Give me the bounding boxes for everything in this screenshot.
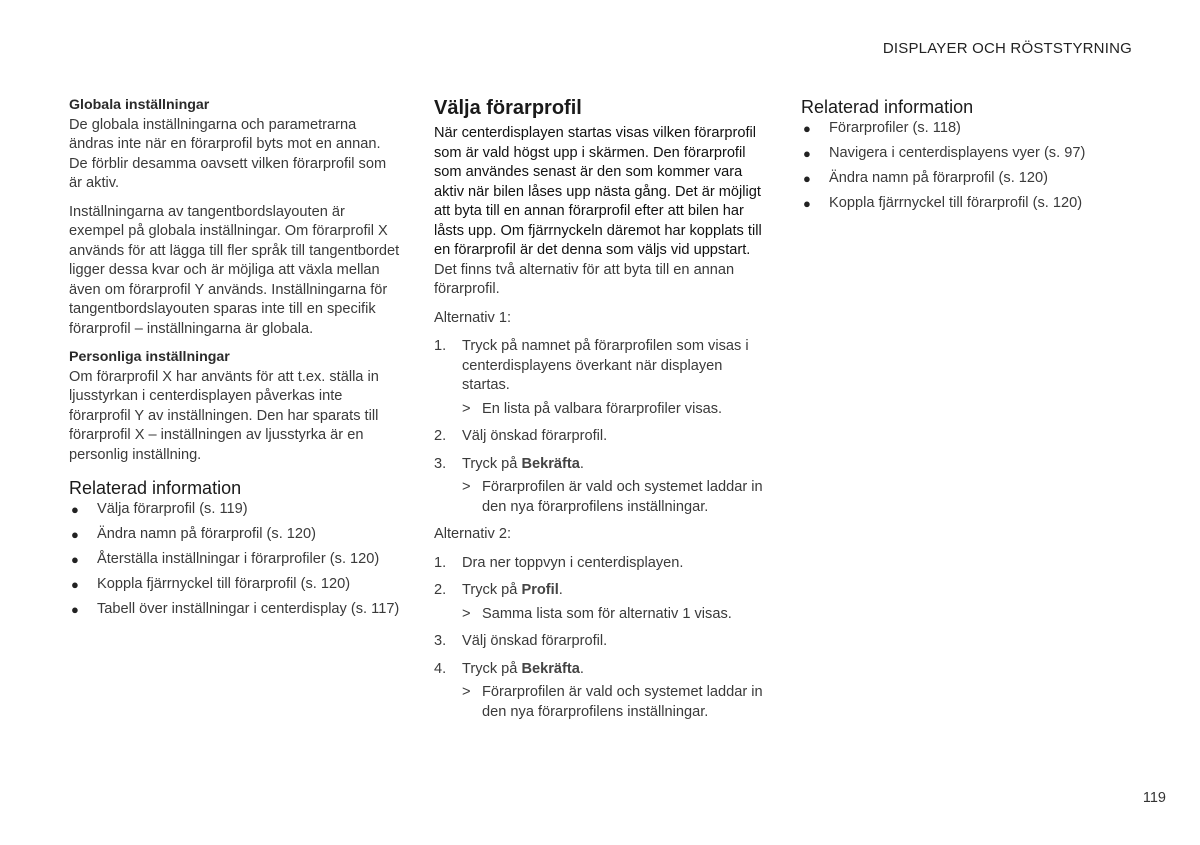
page-number: 119 <box>1142 790 1166 806</box>
bullet-icon: ● <box>803 146 811 161</box>
step-text <box>462 456 584 472</box>
related-link-item[interactable] <box>801 194 1131 214</box>
step-result-text: Förarprofilen är vald och systemet laddar in den nya förarprofilens inställningar. <box>482 684 763 720</box>
bullet-icon: ● <box>803 171 811 186</box>
step-result-text: Samma lista som för alternativ 1 visas. <box>482 605 732 622</box>
page-title: Välja förarprofil <box>434 97 582 119</box>
alternative-2-steps <box>434 554 768 723</box>
step-number: 3. <box>434 455 447 472</box>
bullet-icon: ● <box>803 121 811 136</box>
step-text-prefix: Tryck på <box>462 660 522 677</box>
personal-settings-heading: Personliga inställningar <box>69 349 230 365</box>
right-column <box>801 96 1131 219</box>
related-link-item[interactable] <box>801 169 1131 189</box>
global-settings-heading: Globala inställningar <box>69 97 210 113</box>
bullet-icon: ● <box>71 577 79 592</box>
step-text: Välj önskad förarprofil. <box>462 428 608 444</box>
confirm-ui-label: Bekräfta <box>521 660 580 677</box>
personal-settings-paragraph: Om förarprofil X har använts för att t.ex. ställa in ljusstyrkan i centerdisplayen påverkas inte förarprofil Y av inställningen. Den har sparats till förarprofil X – inställningen av ljusstyrka är en personlig inställning. <box>69 368 379 463</box>
bullet-icon: ● <box>803 196 811 211</box>
confirm-ui-label: Bekräfta <box>521 455 580 472</box>
step-result <box>462 478 768 517</box>
step-item <box>434 660 768 723</box>
step-text: Välj önskad förarprofil. <box>462 633 608 649</box>
step-text-prefix: Tryck på <box>462 455 522 472</box>
result-arrow-icon: > <box>462 684 471 700</box>
related-info-list <box>801 119 1131 214</box>
related-link-text[interactable]: Navigera i centerdisplayens vyer (s. 97) <box>829 145 1086 161</box>
result-arrow-icon: > <box>462 479 471 495</box>
step-item <box>434 427 768 447</box>
step-result-text: Förarprofilen är vald och systemet laddar in den nya förarprofilens inställningar. <box>482 479 763 515</box>
middle-column <box>434 96 768 730</box>
step-item <box>434 455 768 518</box>
profile-ui-label: Profil <box>521 582 559 598</box>
step-text: Dra ner toppvyn i centerdisplayen. <box>462 554 684 571</box>
related-link-text[interactable]: Ändra namn på förarprofil (s. 120) <box>829 170 1049 186</box>
step-text-suffix: . <box>579 660 584 677</box>
related-info-heading: Relaterad information <box>801 97 974 117</box>
related-link-text[interactable]: Ändra namn på förarprofil (s. 120) <box>97 526 317 542</box>
related-link-text[interactable]: Koppla fjärrnyckel till förarprofil (s. 120) <box>97 576 351 592</box>
related-info-list <box>69 500 401 620</box>
section-header: DISPLAYER OCH RÖSTSTYRNING <box>882 40 1132 57</box>
step-text-suffix: . <box>579 455 584 472</box>
step-text-suffix: . <box>558 582 563 598</box>
result-arrow-icon: > <box>462 605 471 622</box>
global-settings-paragraph-2: Inställningarna av tangentbordslayouten är exempel på globala inställningar. Om förarprofil X används för att lägga till fler språk till tangentbordet ligger dessa kvar och är möjliga att växla mellan även om förarprofil Y används. Inställningarna för tangentbordslayouten sparas inte till en specifik förarprofil – inställningarna är globala. <box>69 203 400 337</box>
step-item <box>434 581 768 624</box>
alternative-1-steps <box>434 337 768 517</box>
step-item <box>434 337 768 419</box>
related-link-item[interactable] <box>69 600 401 620</box>
related-link-item[interactable] <box>69 500 401 520</box>
alternative-2-label: Alternativ 2: <box>434 526 512 542</box>
alternative-1-label: Alternativ 1: <box>434 309 512 326</box>
related-link-text[interactable]: Koppla fjärrnyckel till förarprofil (s. 120) <box>829 195 1083 211</box>
step-text <box>462 582 563 598</box>
related-link-item[interactable] <box>69 525 401 545</box>
step-number: 2. <box>434 428 447 444</box>
related-link-item[interactable] <box>801 119 1131 139</box>
intro-paragraph: Det finns två alternativ för att byta till en annan förarprofil. <box>434 261 735 297</box>
lead-paragraph: När centerdisplayen startas visas vilken förarprofil som är vald högst upp i skärmen. Den förarprofil som användes senast är den som kommer vara aktiv när bilen låses upp nästa gång. Det är möjligt att byta till en annan förarprofil efter att bilen har låsts upp. Om fjärrnyckeln däremot har kopplats till en förarprofil är det denna som väljs vid uppstart. <box>434 125 762 258</box>
related-link-item[interactable] <box>69 575 401 595</box>
related-link-item[interactable] <box>801 144 1131 164</box>
step-result <box>462 605 768 625</box>
related-link-text[interactable]: Återställa inställningar i förarprofiler (s. 120) <box>97 551 380 567</box>
step-text-prefix: Tryck på <box>462 582 522 598</box>
step-text: Tryck på namnet på förarprofilen som visas i centerdisplayens överkant när displayen startas. <box>462 338 749 393</box>
step-number: 2. <box>434 582 447 598</box>
step-result-text: En lista på valbara förarprofiler visas. <box>482 400 723 417</box>
bullet-icon: ● <box>71 552 79 567</box>
related-link-item[interactable] <box>69 550 401 570</box>
step-number: 3. <box>434 633 447 649</box>
step-number: 1. <box>434 338 447 354</box>
related-info-heading: Relaterad information <box>69 478 242 498</box>
step-result <box>462 400 768 420</box>
bullet-icon: ● <box>71 602 79 617</box>
step-text <box>462 661 584 677</box>
bullet-icon: ● <box>71 502 79 517</box>
global-settings-paragraph-1: De globala inställningarna och parametrarna ändras inte när en förarprofil byts mot en annan. De förblir desamma oavsett vilken förarprofil som är aktiv. <box>69 116 387 191</box>
step-item <box>434 554 768 574</box>
step-number: 4. <box>434 660 447 677</box>
step-item <box>434 632 768 652</box>
related-link-text[interactable]: Välja förarprofil (s. 119) <box>97 501 248 517</box>
bullet-icon: ● <box>71 527 79 542</box>
step-number: 1. <box>434 554 447 571</box>
result-arrow-icon: > <box>462 400 471 417</box>
left-column <box>69 96 401 625</box>
related-link-text[interactable]: Förarprofiler (s. 118) <box>829 120 961 136</box>
step-result <box>462 683 768 722</box>
related-link-text[interactable]: Tabell över inställningar i centerdisplay (s. 117) <box>97 601 400 617</box>
